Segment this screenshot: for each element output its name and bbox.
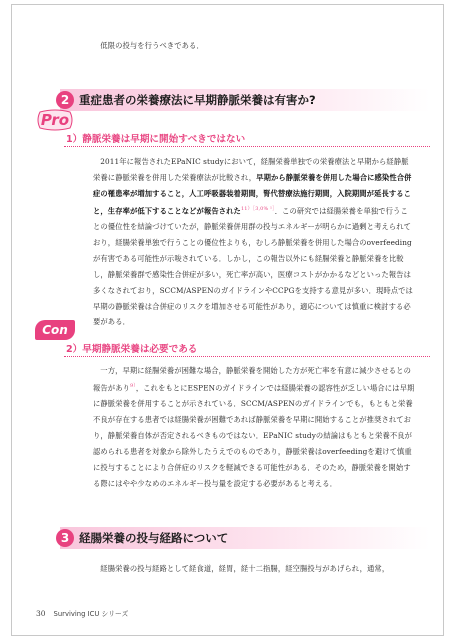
con-ref: 9）	[129, 382, 136, 389]
con-paragraph	[93, 363, 415, 492]
page-footer	[36, 608, 128, 618]
section-3-title: 経腸栄養の投与経路について	[79, 531, 229, 545]
section-3-number: 3	[56, 529, 74, 547]
pro-paragraph	[93, 154, 415, 330]
pro-tag-label: Pro	[40, 111, 70, 129]
pro-ref: 11）［3,0% ¹］	[240, 205, 275, 212]
pro-text-part2: ．この研究では経腸栄養を単独で行うことの優位性を結論づけていたが，静脈栄養併用群の投与エネルギーが明らかに過剰と考えられており，経腸栄養単独で行うことの優位性よりも，むしろ静脈栄養を併用した場合のoverfeedingが有害である可能性が示唆されている．しかし，この報告以外にも経腸栄養と静脈栄養を比較し，静脈栄養群で感染性合併症が多い，死亡率が高い，医療コストがかかるなどといった報告は多くなされており，SCCM/ASPENのガイドラインやCCPGを支持する意見が多い．現時点では早期の静脈栄養は合併症のリスクを増加させる可能性があり，適応については慎重に検討する必要がある．	[93, 206, 413, 327]
pro-text-part1: 2011年に報告されたEPaNIC studyにおいて，経腸栄養単独での栄養療法と早期から経静脈栄養に静脈栄養を併用した栄養療法が比較され，	[93, 157, 409, 182]
series-name: Surviving ICU シリーズ	[53, 610, 129, 618]
pro-heading: 1）静脈栄養は早期に開始すべきではない	[66, 134, 246, 145]
con-heading-divider	[64, 356, 430, 357]
pro-tag	[36, 109, 74, 131]
top-paragraph: 低限の投与を行うべきである．	[100, 41, 204, 50]
section-2-title: 重症患者の栄養療法に早期静脈栄養は有害か?	[79, 93, 316, 107]
section-2-number: 2	[56, 91, 74, 109]
pro-text-bold: 早期から静脈栄養を併用した場合に感染性合併症の罹患率が増加すること，人工呼吸器装着期間，腎代替療法施行期間，入院期間が延長すること，生存率が低下することなどが報告された	[93, 172, 412, 216]
page-number: 30	[36, 609, 46, 618]
pro-heading-divider	[64, 146, 430, 147]
con-text-part2: ，これをもとにESPENのガイドラインでは経腸栄養の認容性が乏しい場合には早期に静脈栄養を併用することが示されている．SCCM/ASPENのガイドラインでも，もともと栄養不良が存在する患者では経腸栄養が困難であれば静脈栄養を早期に開始することが推奨されており，静脈栄養自体が否定されるべきものではない．EPaNIC studyの結論はもともと栄養不良が認められる患者を対象から除外したうえでのものであり，静脈栄養はoverfeedingを避けて慎重に投与することにより合併症のリスクを軽減できる可能性がある．そのため，静脈栄養を開始する際にはやや少なめのエネルギー投与量を設定する必要があると考える．	[93, 383, 415, 488]
con-tag: Con	[35, 320, 75, 340]
con-heading: 2）早期静脈栄養は必要である	[66, 344, 198, 355]
con-text-part1: 一方，早期に経腸栄養が困難な場合，静脈栄養を開始した方が死亡率を有意に減少させるとの報告があり	[93, 366, 411, 393]
last-paragraph: 経腸栄養の投与経路として経食道，経胃，経十二指腸，経空腸投与があげられ，通常，	[100, 564, 390, 573]
